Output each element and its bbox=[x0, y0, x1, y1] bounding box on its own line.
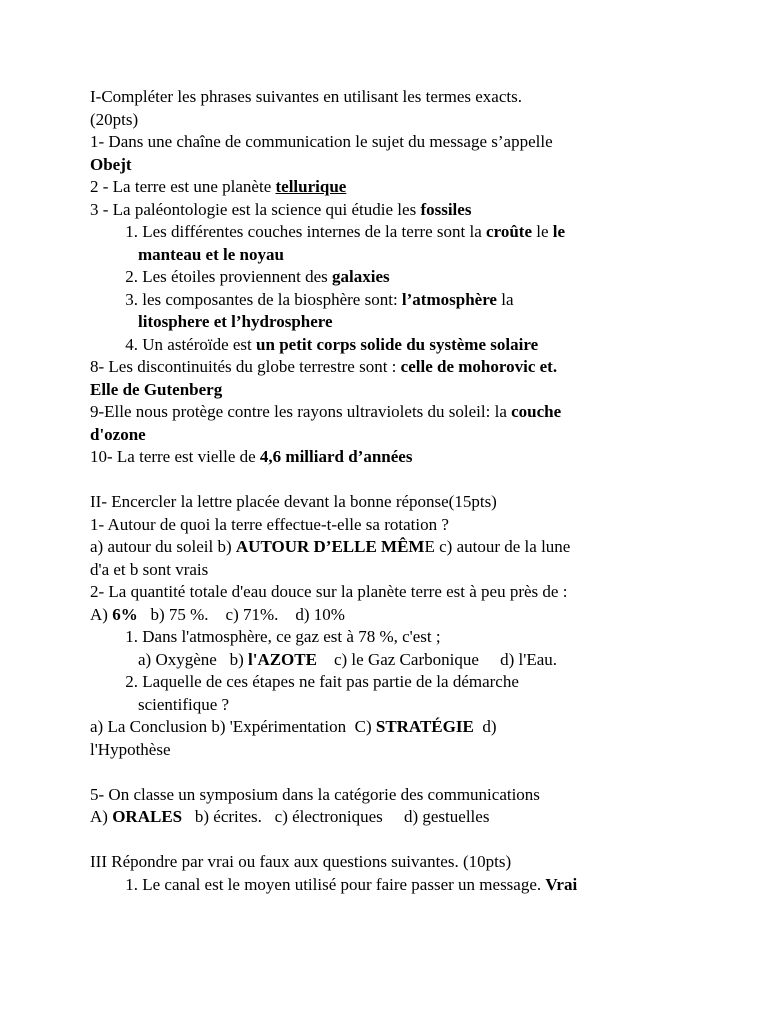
list-number: 2. bbox=[125, 267, 138, 286]
list-number: 1. bbox=[125, 222, 138, 241]
s2-q4-cont: l'Hypothèse bbox=[90, 739, 171, 759]
s2-q4-option-a: a) La Conclusion b) 'Expérimentation C) bbox=[90, 717, 376, 736]
s1-q1-text: 1- Dans une chaîne de communication le sujet du message s’appelle bbox=[90, 132, 553, 151]
s2-q5: 5- On classe un symposium dans la catégorie des communications bbox=[90, 784, 540, 804]
s1-q9-cont: d'ozone bbox=[90, 424, 146, 444]
s1-q2 bbox=[90, 176, 690, 199]
section1-points: (20pts) bbox=[90, 109, 139, 129]
s1-q8-answer: celle de mohorovic et. bbox=[400, 357, 558, 376]
s1-list-item-3 bbox=[90, 289, 690, 312]
s1-q3 bbox=[90, 199, 690, 222]
list-text-2: le bbox=[532, 222, 553, 241]
list-option-a: a) Oxygène b) bbox=[138, 649, 248, 669]
list-answer-2: le bbox=[552, 222, 566, 241]
list-text: les composantes de la biosphère sont: bbox=[142, 289, 402, 309]
s2-q4-rest: d) bbox=[473, 717, 497, 736]
s2-list-item-2-cont: scientifique ? bbox=[138, 694, 230, 714]
s1-q8-text: 8- Les discontinuités du globe terrestre sont : bbox=[90, 357, 401, 376]
s2-q1-answer: AUTOUR D’ELLE MÊM bbox=[235, 537, 425, 556]
s1-list-item-2 bbox=[90, 266, 690, 289]
s2-list-item-1 bbox=[90, 626, 690, 649]
list-number: 4. bbox=[125, 334, 138, 354]
list-text: Le canal est le moyen utilisé pour faire passer un message. bbox=[142, 874, 546, 894]
s2-q4-answer: STRATÉGIE bbox=[375, 717, 474, 736]
s1-q10 bbox=[90, 446, 690, 469]
s2-q5-rest: b) écrites. c) électroniques d) gestuelles bbox=[182, 807, 490, 826]
s2-q5-answer: ORALES bbox=[112, 807, 183, 826]
s1-q1 bbox=[90, 131, 690, 154]
list-answer: l'AZOTE bbox=[248, 649, 317, 669]
section2-title: II- Encercler la lettre placée devant la bonne réponse(15pts) bbox=[90, 492, 497, 511]
s1-list-item-4 bbox=[90, 334, 690, 357]
s1-q10-text: 10- La terre est vielle de bbox=[90, 447, 260, 466]
s3-list-item-1 bbox=[90, 874, 690, 897]
s2-q2-answer: 6% bbox=[112, 604, 138, 624]
s1-q3-text: 3 - La paléontologie est la science qui étudie les bbox=[90, 199, 421, 219]
s1-q9-answer: couche bbox=[511, 402, 562, 421]
list-number: 2. bbox=[125, 672, 138, 691]
spacer bbox=[90, 761, 690, 784]
list-number: 3. bbox=[125, 289, 138, 309]
list-text: Dans l'atmosphère, ce gaz est à 78 %, c'est ; bbox=[142, 627, 441, 646]
list-answer: un petit corps solide du système solaire bbox=[256, 334, 539, 354]
list-text: Laquelle de ces étapes ne fait pas partie de la démarche bbox=[142, 672, 519, 691]
s2-q5-prefix: A) bbox=[90, 807, 113, 826]
s2-q5-options bbox=[90, 806, 690, 829]
document-page bbox=[90, 86, 690, 896]
s1-q10-answer: 4,6 milliard d’années bbox=[259, 447, 413, 466]
s2-q2-rest: b) 75 %. c) 71%. d) 10% bbox=[137, 604, 345, 624]
s1-q3-answer: fossiles bbox=[420, 199, 472, 219]
s1-q8 bbox=[90, 356, 690, 379]
s1-q9 bbox=[90, 401, 690, 424]
s1-list-item-1 bbox=[90, 221, 690, 244]
s1-q2-text: 2 - La terre est une planète bbox=[90, 177, 276, 196]
list-number: 1. bbox=[125, 627, 138, 646]
s2-list-item-2 bbox=[90, 671, 690, 694]
s2-q2-options bbox=[90, 604, 690, 627]
s1-q1-answer: Obejt bbox=[90, 154, 132, 174]
list-answer: Vrai bbox=[545, 874, 578, 894]
s2-q2: 2- La quantité totale d'eau douce sur la planète terre est à peu près de : bbox=[90, 582, 568, 601]
list-text: Un astéroïde est bbox=[142, 334, 257, 354]
s1-list-item-3-cont: litosphere et l’hydrosphere bbox=[138, 312, 333, 331]
section1-title: I-Compléter les phrases suivantes en utilisant les termes exacts. bbox=[90, 87, 522, 106]
s2-q1-option-d: d'a et b sont vrais bbox=[90, 559, 209, 579]
s1-q9-text: 9-Elle nous protège contre les rayons ultraviolets du soleil: la bbox=[90, 402, 512, 421]
s1-list-item-1-cont: manteau et le noyau bbox=[138, 244, 284, 264]
s2-q4-options bbox=[90, 716, 690, 739]
list-answer: l’atmosphère bbox=[401, 289, 497, 309]
list-text: Les étoiles proviennent des bbox=[142, 267, 333, 286]
s2-q1-option-a: a) autour du soleil b) bbox=[90, 537, 236, 556]
s2-q1: 1- Autour de quoi la terre effectue-t-elle sa rotation ? bbox=[90, 514, 449, 534]
s1-q2-answer: tellurique bbox=[275, 177, 347, 196]
list-answer: galaxies bbox=[332, 267, 390, 286]
s2-q2-prefix: A) bbox=[90, 604, 113, 624]
s2-q1-option-c: E c) autour de la lune bbox=[424, 537, 571, 556]
spacer bbox=[90, 829, 690, 852]
list-text: Les différentes couches internes de la terre sont la bbox=[142, 222, 487, 241]
s2-q1-options bbox=[90, 536, 690, 559]
list-answer: croûte bbox=[486, 222, 532, 241]
list-option-rest: c) le Gaz Carbonique d) l'Eau. bbox=[316, 649, 558, 669]
s2-list-item-1-options bbox=[90, 649, 690, 672]
section3-title: III Répondre par vrai ou faux aux questions suivantes. (10pts) bbox=[90, 852, 512, 871]
spacer bbox=[90, 469, 690, 492]
list-text-2: la bbox=[496, 289, 514, 309]
s1-q8-cont: Elle de Gutenberg bbox=[90, 379, 223, 399]
list-number: 1. bbox=[125, 874, 138, 894]
